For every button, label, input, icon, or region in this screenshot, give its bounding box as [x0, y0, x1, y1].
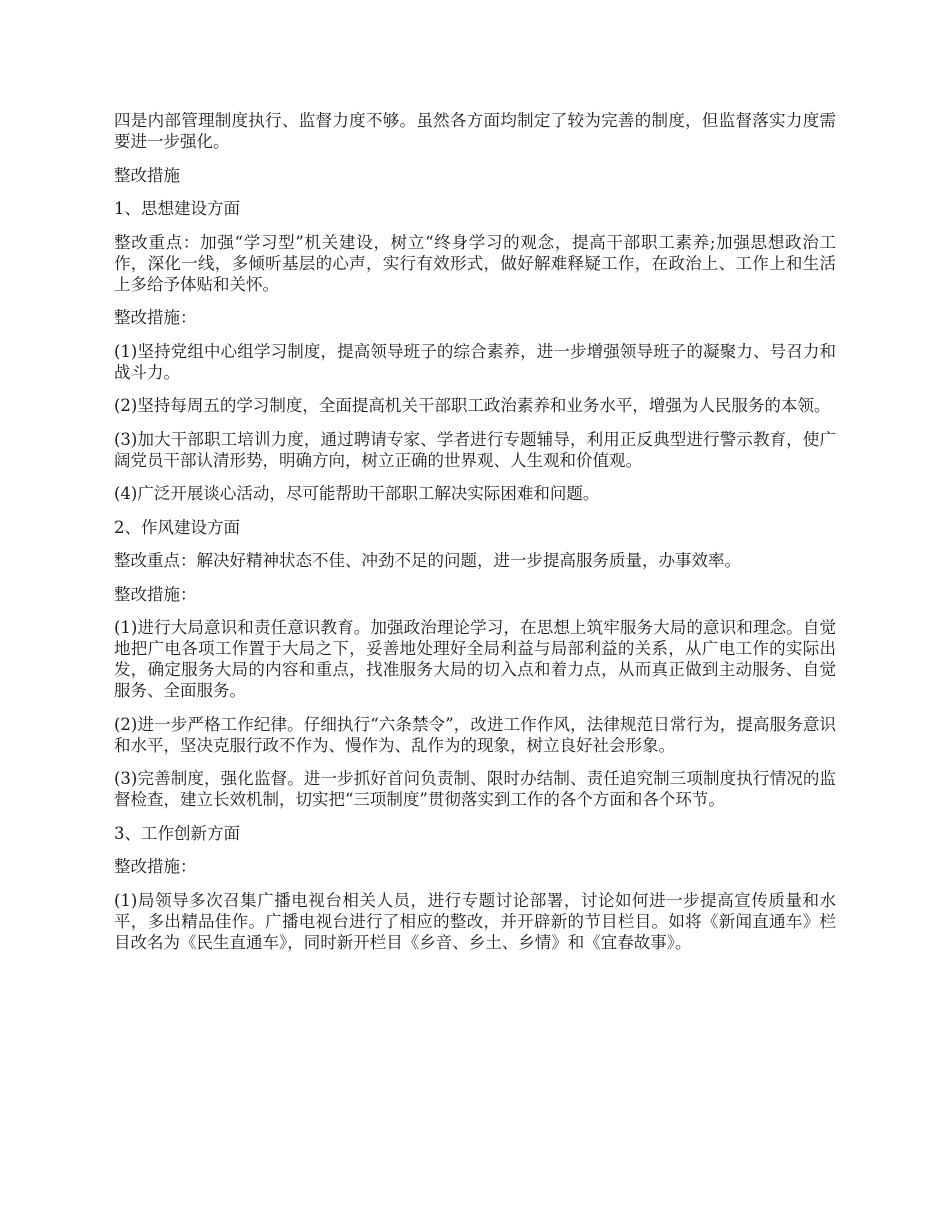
subsection-label: 整改措施：: [114, 584, 197, 604]
list-item: (3)完善制度，强化监督。进一步抓好首问负责制、限时办结制、责任追究制三项制度执行情况的监督检查，建立长效机制，切实把“三项制度”贯彻落实到工作的各个方面和各个环节。: [114, 769, 836, 809]
section-heading: 3、工作创新方面: [114, 823, 240, 843]
paragraph: 整改重点：加强“学习型”机关建设，树立“终身学习的观念，提高干部职工素养;加强思想政治工作，深化一线，多倾听基层的心声，实行有效形式，做好解难释疑工作，在政治上、工作上和生活上多给予体贴和关怀。: [114, 232, 836, 294]
list-item: (1)坚持党组中心组学习制度，提高领导班子的综合素养，进一步增强领导班子的凝聚力、号召力和战斗力。: [114, 341, 836, 382]
section-heading: 2、作风建设方面: [114, 517, 240, 537]
list-item: (2)坚持每周五的学习制度，全面提高机关干部职工政治素养和业务水平，增强为人民服务的本领。: [114, 396, 831, 415]
list-item: (2)进一步严格工作纪律。仔细执行“六条禁令”，改进工作作风，法律规范日常行为，提高服务意识和水平，坚决克服行政不作为、慢作为、乱作为的现象，树立良好社会形象。: [114, 714, 836, 755]
paragraph: 整改重点：解决好精神状态不佳、冲劲不足的问题，进一步提高服务质量，办事效率。: [114, 551, 741, 570]
section-heading: 整改措施: [114, 165, 180, 185]
subsection-label: 整改措施：: [114, 857, 197, 876]
list-item: (4)广泛开展谈心活动，尽可能帮助干部职工解决实际困难和问题。: [114, 484, 600, 503]
list-item: (3)加大干部职工培训力度，通过聘请专家、学者进行专题辅导，利用正反典型进行警示教育，使广阔党员干部认清形势，明确方向，树立正确的世界观、人生观和价值观。: [114, 429, 836, 470]
document-body: [114, 110, 836, 965]
paragraph: 四是内部管理制度执行、监督力度不够。虽然各方面均制定了较为完善的制度，但监督落实力度需要进一步强化。: [114, 111, 836, 151]
subsection-label: 整改措施：: [114, 308, 197, 327]
list-item: (1)进行大局意识和责任意识教育。加强政治理论学习，在思想上筑牢服务大局的意识和理念。自觉地把广电各项工作置于大局之下，妥善地处理好全局利益与局部利益的关系，从广电工作的实际出发，确定服务大局的内容和重点，找准服务大局的切入点和着力点，从而真正做到主动服务、自觉服务、全面服务。: [114, 618, 836, 700]
list-item: (1)局领导多次召集广播电视台相关人员，进行专题讨论部署，讨论如何进一步提高宣传质量和水平，多出精品佳作。广播电视台进行了相应的整改，并开辟新的节目栏目。如将《新闻直通车》栏目改名为《民生直通车》，同时新开栏目《乡音、乡土、乡情》和《宜春故事》。: [114, 890, 836, 952]
section-heading: 1、思想建设方面: [114, 199, 240, 218]
